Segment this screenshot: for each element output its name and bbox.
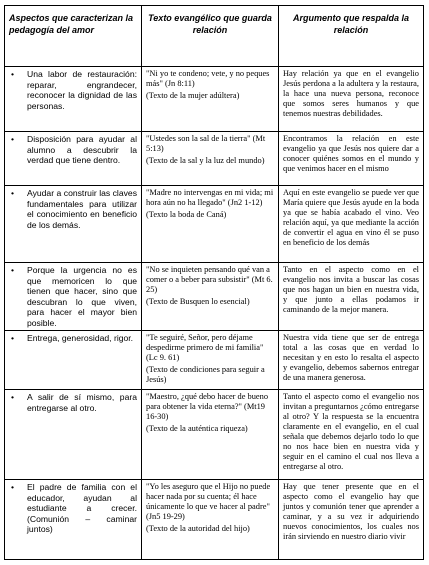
table-row bbox=[5, 67, 424, 132]
bullet-icon: • bbox=[11, 188, 15, 198]
argument-cell: Tanto en el aspecto como en el evangelio nos invita a buscar las cosas que nos hagan un bien en nuestra vida, y que junto a ellas podamos ir caminando de la mejor manera. bbox=[279, 263, 424, 331]
aspect-text: Disposición para ayudar al alumno a descubrir la verdad que tiene dentro. bbox=[27, 134, 137, 165]
table-header-row bbox=[5, 6, 424, 67]
table-row bbox=[5, 263, 424, 331]
bullet-icon: • bbox=[11, 482, 15, 492]
argument-cell: Tanto el aspecto como el evangelio nos invitan a preguntarnos ¿cómo entregarse al otro? Y la respuesta se la encuentra claramente en el evangelio, en el cual señala que debemos dejarlo todo lo que no nos hace bien en nuestra vida y seguir en el camino el cual nos lleva a entregarse al otro. bbox=[279, 390, 424, 480]
pedagogy-table bbox=[4, 5, 424, 560]
gospel-quote: "Te seguiré, Señor, pero déjame despedirme primero de mi familia" (Lc 9. 61) bbox=[146, 333, 264, 362]
argument-cell: Aquí en este evangelio se puede ver que María quiere que Jesús ayude en la boda ya que se había acabado el vino. Veo relación aquí, ya que mediante la acción de convertir el agua en vino él se puso en beneficio de los demás bbox=[279, 186, 424, 263]
header-aspects: Aspectos que caracterizan la pedagogía del amor bbox=[5, 6, 142, 67]
aspect-text: Porque la urgencia no es que memoricen lo que tienen que hacer, sino que descubran lo que viven, para hacer el mayor bien posible. bbox=[27, 265, 137, 328]
gospel-ref: (Texto de la sal y la luz del mundo) bbox=[146, 156, 265, 165]
aspect-cell bbox=[5, 390, 142, 480]
bullet-icon: • bbox=[11, 392, 15, 402]
argument-cell: Encontramos la relación en este evangelio ya que Jesús nos quiere dar a conocer quiénes somos en el mundo y que venimos hacer en el mismo bbox=[279, 132, 424, 186]
bullet-icon: • bbox=[11, 134, 15, 144]
aspect-cell bbox=[5, 132, 142, 186]
gospel-cell bbox=[142, 67, 279, 132]
aspect-text: Entrega, generosidad, rigor. bbox=[27, 333, 134, 343]
argument-cell: Hay relación ya que en el evangelio Jesús perdona a la adultera y la restaura, la hace una nueva persona, reconoce que somos seres humanos y que tenemos nuestras debilidades. bbox=[279, 67, 424, 132]
gospel-cell bbox=[142, 132, 279, 186]
header-gospel-text: Texto evangélico que guarda relación bbox=[142, 6, 279, 67]
gospel-quote: "Ni yo te condeno; vete, y no peques más" (Jn 8:11) bbox=[146, 69, 270, 88]
gospel-cell bbox=[142, 186, 279, 263]
gospel-quote: "Ustedes son la sal de la tierra" (Mt 5:13) bbox=[146, 134, 266, 153]
gospel-quote: "Madre no intervengas en mi vida; mi hora aún no ha llegado" (Jn2 1-12) bbox=[146, 188, 274, 207]
gospel-cell bbox=[142, 480, 279, 560]
aspect-cell bbox=[5, 67, 142, 132]
aspect-text: A salir de sí mismo, para entregarse al otro. bbox=[27, 392, 137, 413]
bullet-icon: • bbox=[11, 69, 15, 79]
argument-cell: Hay que tener presente que en el aspecto como el evangelio hay que juntos y comunión tener que aprender a caminar, y a su vez ir adquiriendo nuevos conocimientos, los cuales nos irán sirviendo en nuestro diario vivir bbox=[279, 480, 424, 560]
table-row bbox=[5, 480, 424, 560]
bullet-icon: • bbox=[11, 265, 15, 275]
aspect-text: Ayudar a construir las claves fundamentales para utilizar el conocimiento en beneficio de los demás. bbox=[27, 188, 137, 230]
aspect-cell bbox=[5, 480, 142, 560]
gospel-ref: (Texto de Busquen lo esencial) bbox=[146, 297, 250, 306]
gospel-quote: "Yo les aseguro que el Hijo no puede hacer nada por su cuenta; él hace únicamente lo que ve hacer al padre" (Jn5 19-29) bbox=[146, 482, 271, 521]
gospel-ref: (Texto la boda de Caná) bbox=[146, 210, 227, 219]
table-row bbox=[5, 390, 424, 480]
aspect-cell bbox=[5, 263, 142, 331]
gospel-ref: (Texto de la auténtica riqueza) bbox=[146, 424, 248, 433]
table-row bbox=[5, 186, 424, 263]
gospel-cell bbox=[142, 331, 279, 390]
aspect-text: Una labor de restauración: reparar, engrandecer, reconocer la dignidad de las personas. bbox=[27, 69, 137, 111]
aspect-text: El padre de familia con el educador, ayudan al estudiante a crecer. (Comunión – caminar juntos) bbox=[27, 482, 137, 534]
bullet-icon: • bbox=[11, 333, 15, 343]
gospel-ref: (Texto de la mujer adúltera) bbox=[146, 91, 240, 100]
gospel-ref: (Texto de condiciones para seguir a Jesús) bbox=[146, 365, 265, 384]
gospel-quote: "Maestro, ¿qué debo hacer de bueno para obtener la vida eterna?" (Mt19 16-30) bbox=[146, 392, 269, 421]
argument-cell: Nuestra vida tiene que ser de entrega total a las cosas que en verdad lo necesitan y en esto lo resalta el aspecto y evangelio, debemos sabernos entregar de una manera generosa. bbox=[279, 331, 424, 390]
gospel-cell bbox=[142, 390, 279, 480]
header-argument: Argumento que respalda la relación bbox=[279, 6, 424, 67]
gospel-quote: "No se inquieten pensando qué van a comer o a beber para subsistir" (Mt 6. 25) bbox=[146, 265, 273, 294]
table-row bbox=[5, 132, 424, 186]
aspect-cell bbox=[5, 186, 142, 263]
table-row bbox=[5, 331, 424, 390]
gospel-cell bbox=[142, 263, 279, 331]
aspect-cell bbox=[5, 331, 142, 390]
gospel-ref: (Texto de la autoridad del hijo) bbox=[146, 524, 250, 533]
